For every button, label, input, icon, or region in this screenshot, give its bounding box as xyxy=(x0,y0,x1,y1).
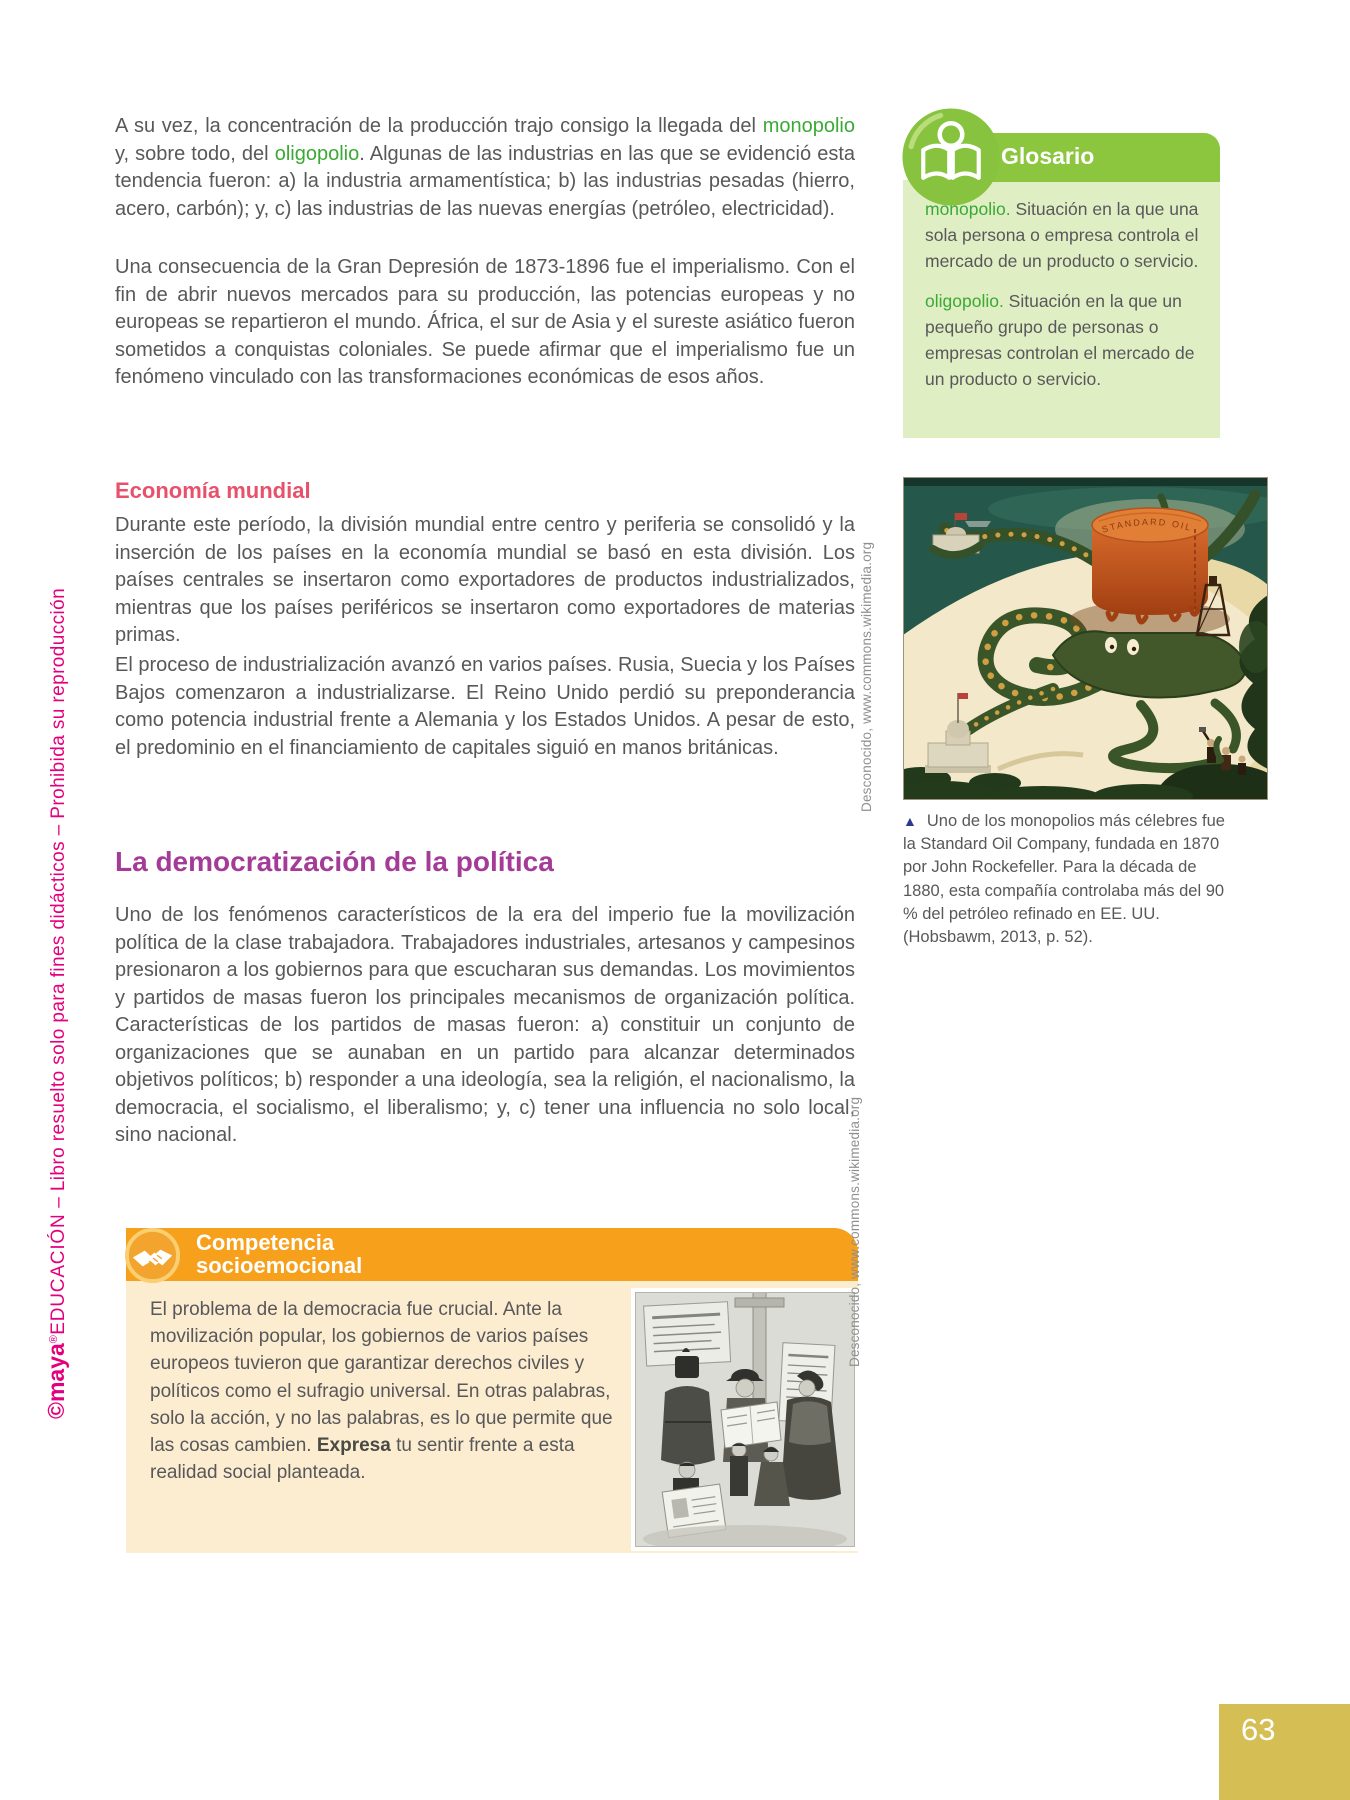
competencia-title-line2: socioemocional xyxy=(196,1253,363,1278)
competencia-image-credit: Desconocido, www.commons.wikimedia.org xyxy=(847,1096,862,1367)
paragraph-centro-periferia: Durante este período, la división mundial entre centro y periferia se consolidó y la inserción de los países en la economía mundial se basó en esta división. Los países centrales se insertaron como exportadores de productos industrializados, mientras que los países periféricos se insertaron como exportadores de materias primas. xyxy=(115,514,855,646)
newspaper-readers-engraving xyxy=(631,1288,859,1551)
competencia-title-line1: Competencia xyxy=(196,1230,335,1255)
glossary-entry-oligopolio xyxy=(925,288,1203,392)
paragraph-concentracion: A su vez, la concentración de la producción trajo consigo la llegada del monopolio y, sobre todo, del oligopolio. Algunas de las industrias en las que se evidenció esta tendencia fueron: a) la industria armamentística; b) las industrias pesadas (hierro, acero, carbón); y, c) las industrias de las nuevas energías (petróleo, electricidad). xyxy=(115,115,856,220)
book-magnifier-icon xyxy=(899,105,1003,209)
standard-oil-octopus-cartoon xyxy=(903,477,1268,800)
figure1-credit: Desconocido, www.commons.wikimedia.org xyxy=(859,541,874,812)
glossary-definition: Situación en la que una sola persona o empresa controla el mercado de un producto o servicio. xyxy=(925,199,1199,271)
caption-triangle-icon: ▲ xyxy=(903,813,917,829)
paragraph-movilizacion: Uno de los fenómenos característicos de la era del imperio fue la movilización política de la clase trabajadora. Trabajadores industriales, artesanos y campesinos presionaron a los gobiernos para que escucharan sus demandas. Los movimientos y partidos de masas fueron los principales mecanismos de organización política. Características de los partidos de masas fueron: a) constituir un conjunto de organizaciones que se aunaban en un partido para alcanzar determinados objetivos políticos; b) responder a una ideología, sea la religión, el nacionalismo, la democracia, el socialismo, el liberalismo; y, c) tener una influencia no solo local, sino nacional. xyxy=(115,904,855,1146)
figure1-caption-text: Uno de los monopolios más célebres fue la Standard Oil Company, fundada en 1870 por John Rockefeller. Para la década de 1880, esta compañía controlaba más del 90 % del petróleo refinado en EE. UU. (Hobsbawm, 2013, p. 52). xyxy=(903,812,1225,947)
paragraph-industrializacion: El proceso de industrialización avanzó en varios países. Rusia, Suecia y los Países Bajos comenzaron a industrializarse. El Reino Unido perdió su preponderancia como potencia industrial frente a Alemania y los Estados Unidos. A pesar de esto, el predominio en el financiamiento de capitales siguió en manos británicas. xyxy=(115,654,855,759)
competencia-title xyxy=(196,1231,362,1277)
paragraph-gran-depresion: Una consecuencia de la Gran Depresión de 1873-1896 fue el imperialismo. Con el fin de abrir nuevos mercados para su producción, las potencias europeas y no europeas se repartieron el mundo. África, el sur de Asia y el sureste asiático fueron sometidos a conquistas coloniales. Se puede afirmar que el imperialismo fue un fenómeno vinculado con las transformaciones económicas de esos años. xyxy=(115,256,855,388)
heading-democratizacion: La democratización de la política xyxy=(115,846,554,877)
glossary-definition: Situación en la que un pequeño grupo de personas o empresas controlan el mercado de un producto o servicio. xyxy=(925,291,1195,389)
page-number: 63 xyxy=(1241,1712,1276,1747)
glossary-term: monopolio. xyxy=(925,199,1011,219)
tank-label-text: STANDARD OIL xyxy=(1100,516,1194,535)
figure1-caption xyxy=(903,810,1237,949)
glossary-term: oligopolio. xyxy=(925,291,1004,311)
glossary-title: Glosario xyxy=(1001,143,1095,169)
heading-economia-mundial: Economía mundial xyxy=(115,478,311,503)
glossary-entries xyxy=(925,196,1203,406)
glossary-entry-monopolio xyxy=(925,196,1203,274)
competencia-text: El problema de la democracia fue crucial. Ante la movilización popular, los gobiernos de varios países europeos tuvieron que garantizar derechos civiles y políticos como el sufragio universal. En otras palabras, solo la acción, y no las palabras, es lo que permite que las cosas cambien. Expresa tu sentir frente a esta realidad social planteada. xyxy=(150,1299,613,1484)
handshake-icon xyxy=(123,1226,182,1285)
page-number-badge xyxy=(1219,1704,1350,1800)
vertical-copyright-strip: ©maya®EDUCACIÓN – Libro resuelto solo para fines didácticos – Prohibida su reproducción xyxy=(43,587,69,1419)
